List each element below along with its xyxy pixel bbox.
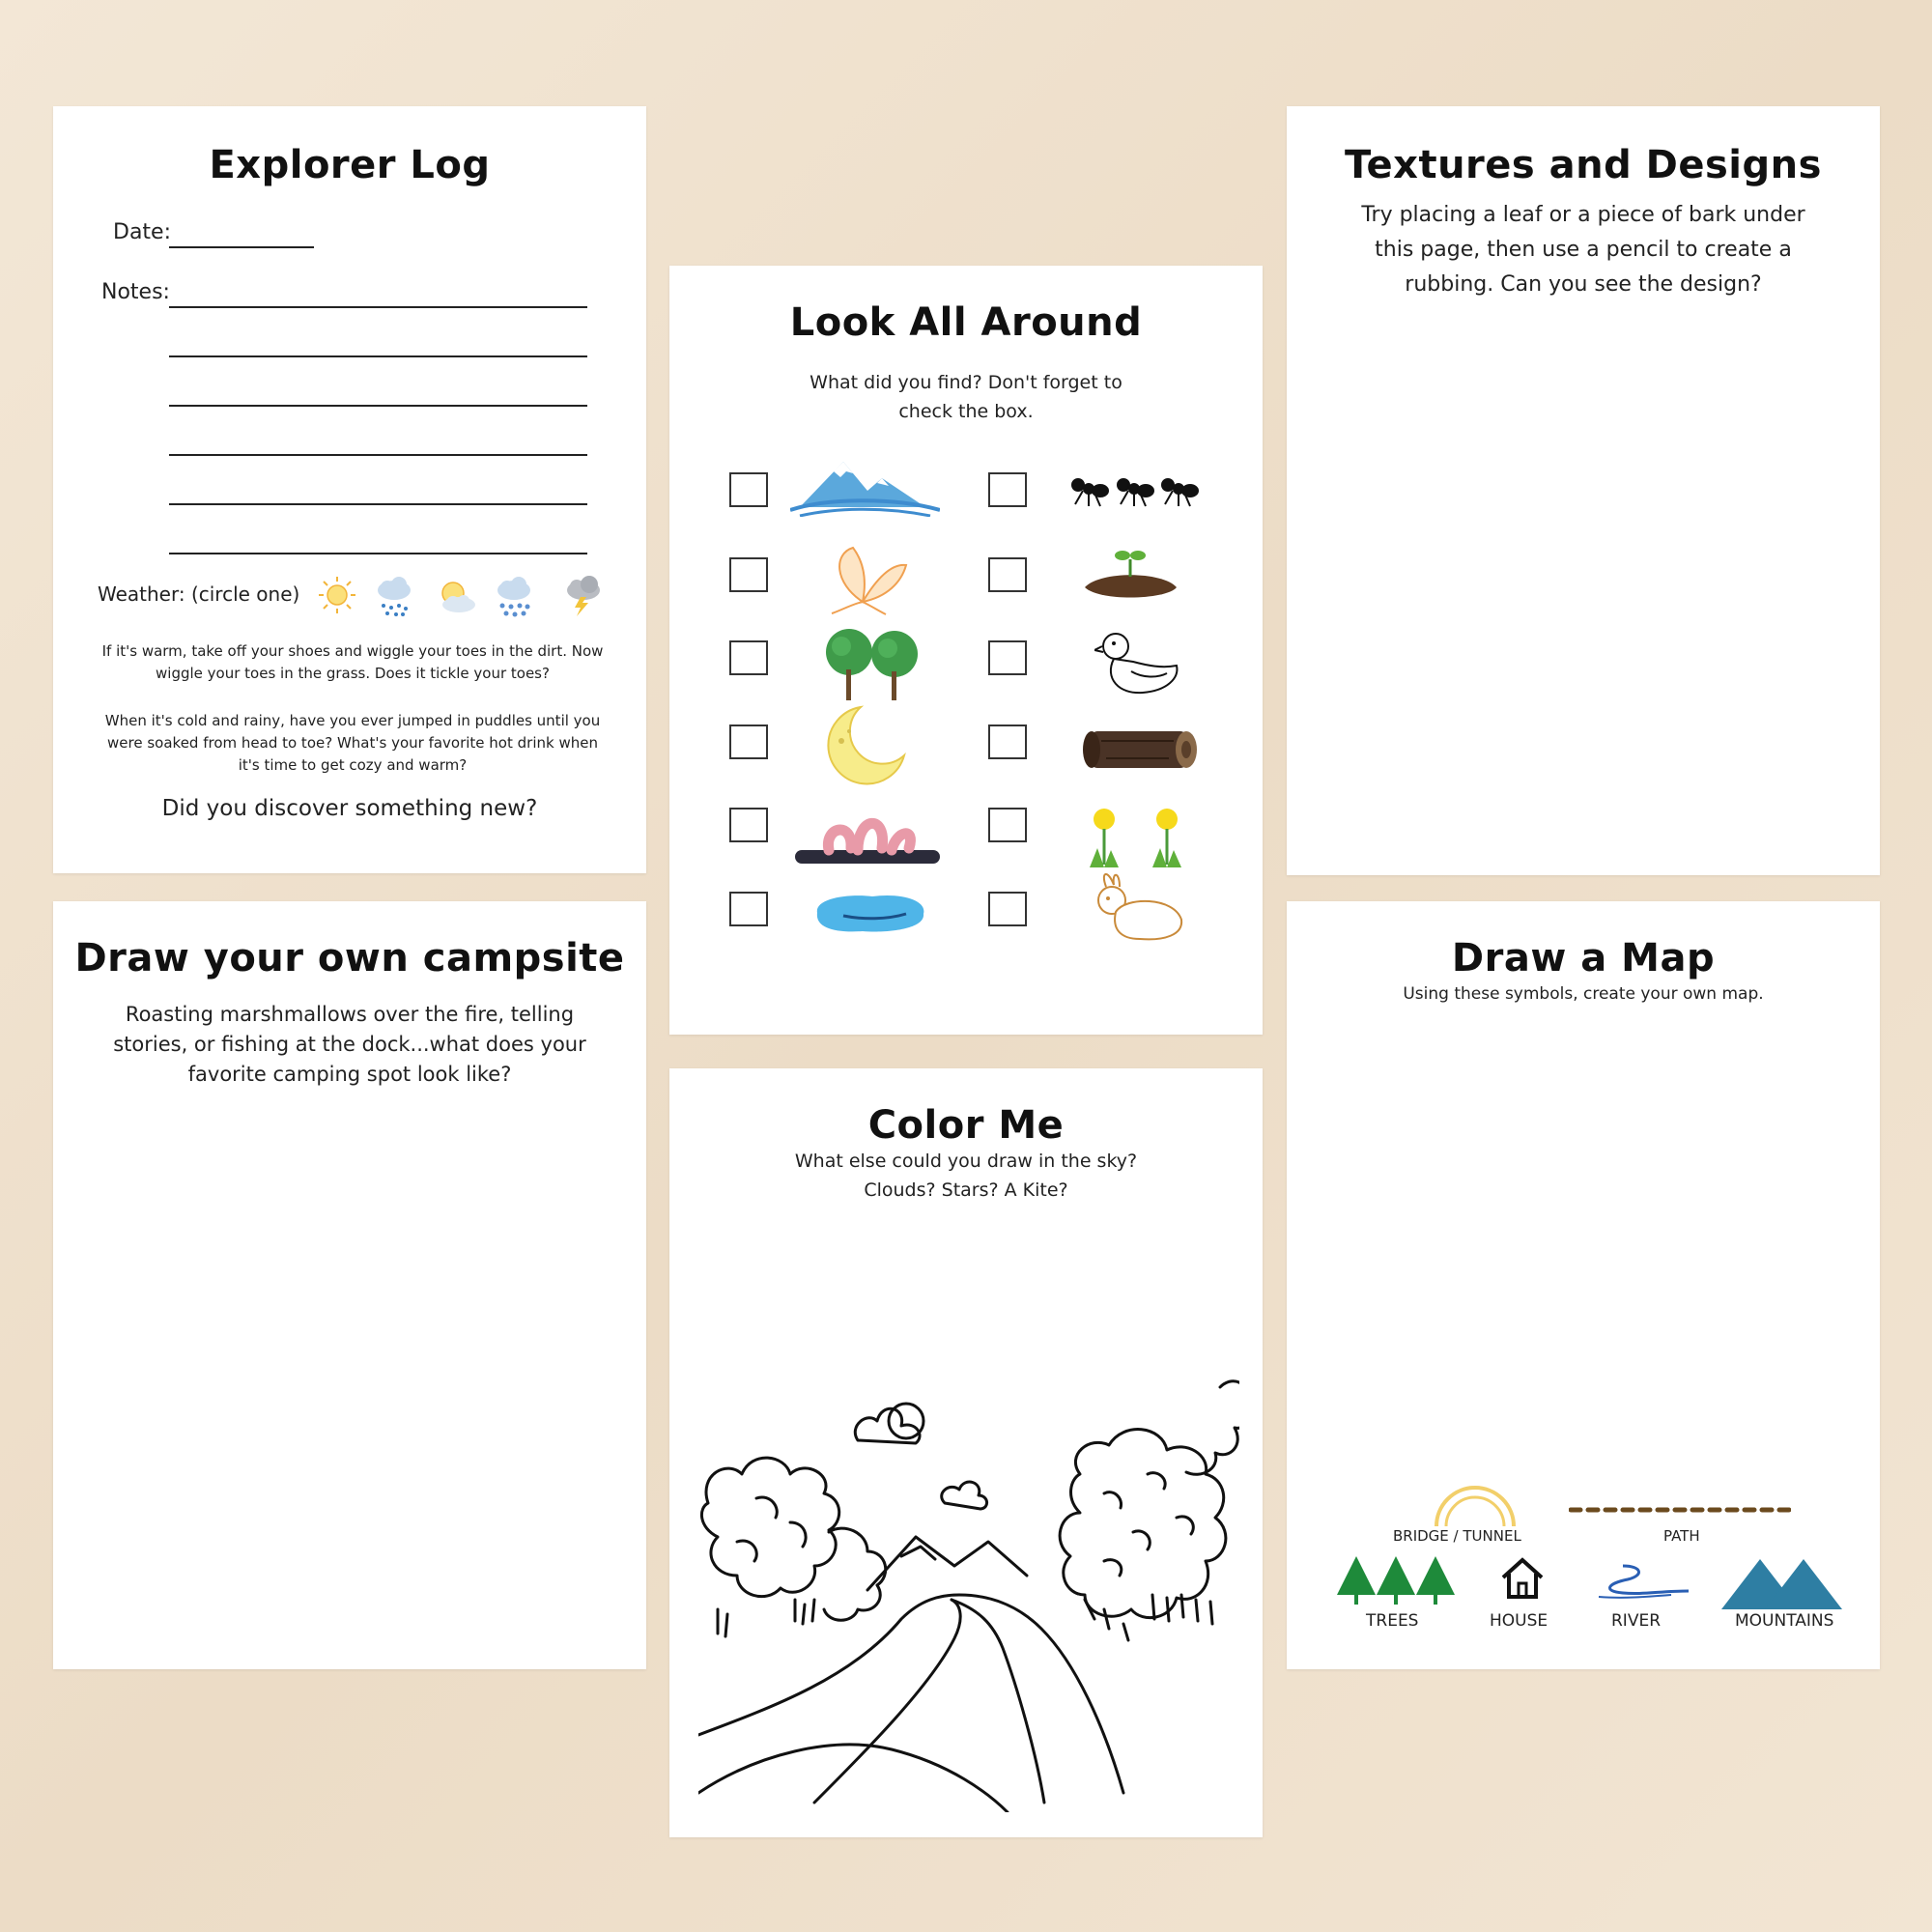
date-field[interactable] <box>169 246 314 248</box>
path-icon <box>1569 1505 1791 1515</box>
explorer-log-page <box>53 106 646 873</box>
river-icon <box>1594 1562 1690 1601</box>
log-icon <box>1077 720 1198 778</box>
notes-line[interactable] <box>169 503 587 505</box>
mountains-icon <box>1721 1556 1842 1609</box>
page-title: Explorer Log <box>209 143 491 187</box>
checkbox-trees[interactable] <box>729 640 768 675</box>
checkbox-worms[interactable] <box>729 808 768 842</box>
subtitle-line-2: check the box. <box>898 401 1034 422</box>
draw-map-page <box>1287 901 1880 1669</box>
checkbox-ants[interactable] <box>988 472 1027 507</box>
bridge-label: BRIDGE / TUNNEL <box>1393 1527 1521 1545</box>
subtitle-line-1: What did you find? Don't forget to <box>810 372 1122 393</box>
dandelions-icon <box>1070 802 1201 874</box>
moon-icon <box>822 702 909 789</box>
drawing-area[interactable] <box>82 1104 617 1645</box>
checkbox-mountains[interactable] <box>729 472 768 507</box>
textures-line-1: Try placing a leaf or a piece of bark under <box>1361 203 1805 227</box>
warm-paragraph: If it's warm, take off your shoes and wiggle your toes in the dirt. Now wiggle your toes in the grass. Does it tickle your toes? <box>101 642 604 682</box>
sun-icon[interactable] <box>316 574 358 616</box>
mountains-label: MOUNTAINS <box>1735 1611 1834 1631</box>
mountains-icon <box>790 454 940 517</box>
rain-cloud-icon[interactable] <box>372 575 416 619</box>
bridge-icon <box>1432 1483 1519 1531</box>
notes-line[interactable] <box>169 355 587 357</box>
notes-line[interactable] <box>169 306 587 308</box>
page-title: Draw a Map <box>1451 936 1716 980</box>
trees-label: TREES <box>1366 1611 1419 1631</box>
sprout-icon <box>1080 544 1181 607</box>
duck-icon <box>1094 625 1181 702</box>
snow-cloud-icon[interactable] <box>492 575 536 619</box>
textures-page <box>1287 106 1880 875</box>
notes-line[interactable] <box>169 553 587 554</box>
color-me-line-2: Clouds? Stars? A Kite? <box>864 1179 1068 1201</box>
campsite-page <box>53 901 646 1669</box>
river-label: RIVER <box>1611 1611 1662 1631</box>
storm-cloud-icon[interactable] <box>561 574 606 618</box>
campsite-line-3: favorite camping spot look like? <box>187 1063 512 1086</box>
trees-icon <box>822 621 923 703</box>
campsite-line-1: Roasting marshmallows over the fire, telling <box>125 1003 575 1026</box>
puddle-icon <box>810 889 930 937</box>
campsite-line-2: stories, or fishing at the dock...what does your <box>113 1033 586 1056</box>
butterfly-icon <box>824 544 911 616</box>
map-subtitle: Using these symbols, create your own map. <box>1403 984 1764 1004</box>
checkbox-butterfly[interactable] <box>729 557 768 592</box>
page-title: Look All Around <box>789 300 1143 345</box>
date-label: Date: <box>113 220 171 244</box>
worms-icon <box>795 802 940 865</box>
path-label: PATH <box>1663 1527 1700 1545</box>
page-title: Color Me <box>867 1103 1065 1148</box>
landscape-coloring-illustration[interactable] <box>698 1368 1239 1812</box>
look-all-around-page <box>669 266 1263 1035</box>
color-me-page <box>669 1068 1263 1837</box>
textures-line-3: rubbing. Can you see the design? <box>1405 272 1762 297</box>
house-label: HOUSE <box>1490 1611 1548 1631</box>
checkbox-sprout[interactable] <box>988 557 1027 592</box>
rubbing-area[interactable] <box>1316 319 1851 850</box>
checkbox-log[interactable] <box>988 724 1027 759</box>
discover-question: Did you discover something new? <box>161 796 538 821</box>
notes-label: Notes: <box>101 280 170 304</box>
map-drawing-area[interactable] <box>1316 1017 1851 1404</box>
partly-sunny-icon[interactable] <box>432 576 478 618</box>
cold-paragraph: When it's cold and rainy, have you ever jumped in puddles until you were soaked from head to toe? What's your favorite hot drink when it's time to get cozy and warm? <box>104 712 601 774</box>
checkbox-rabbit[interactable] <box>988 892 1027 926</box>
trees-icon <box>1337 1554 1455 1605</box>
checkbox-puddle[interactable] <box>729 892 768 926</box>
page-title: Draw your own campsite <box>74 936 625 980</box>
house-icon <box>1499 1556 1546 1601</box>
checkbox-moon[interactable] <box>729 724 768 759</box>
ants-icon <box>1064 464 1199 517</box>
weather-label: Weather: (circle one) <box>98 582 300 606</box>
rabbit-icon <box>1087 869 1188 947</box>
notes-line[interactable] <box>169 405 587 407</box>
textures-line-2: this page, then use a pencil to create a <box>1375 238 1792 262</box>
notes-line[interactable] <box>169 454 587 456</box>
color-me-line-1: What else could you draw in the sky? <box>794 1151 1138 1172</box>
checkbox-dandelions[interactable] <box>988 808 1027 842</box>
checkbox-duck[interactable] <box>988 640 1027 675</box>
page-title: Textures and Designs <box>1345 143 1822 187</box>
